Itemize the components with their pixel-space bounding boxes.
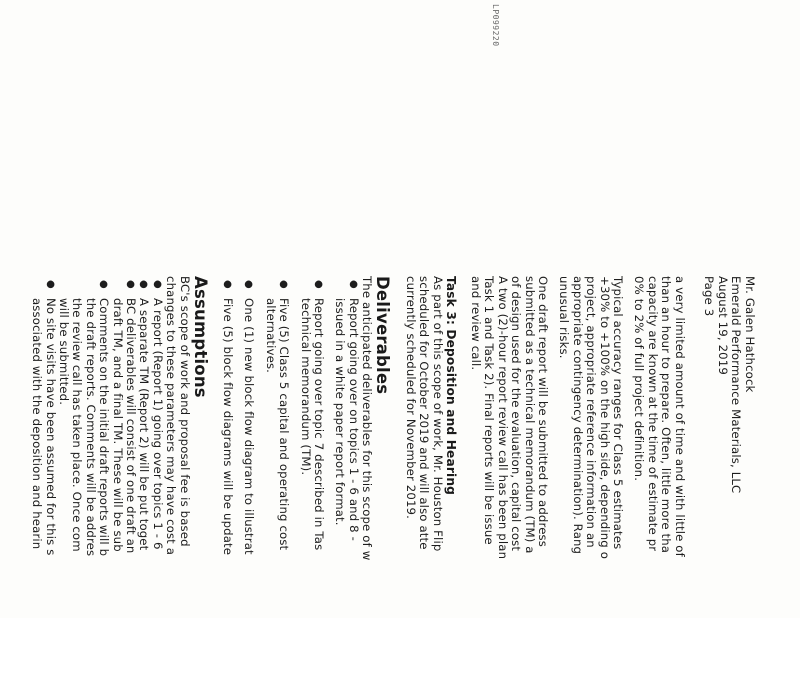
list-item-line: A report (Report 1) going over topics 1 - 6: [150, 298, 165, 550]
list-item: [298, 276, 325, 676]
paragraph-line: Typical accuracy ranges for Class 5 estimates: [611, 276, 625, 550]
bullet-icon: ●: [44, 280, 56, 289]
paragraph-line: appropriate contingency determination). Rang: [570, 276, 585, 555]
list-item-line: No site visits have been assumed for this s: [43, 298, 58, 556]
list-item-line: One (1) new block flow diagram to illustrat: [242, 298, 257, 555]
document-id-stamp: LP099220: [491, 4, 500, 47]
task3-heading: Task 3: Deposition and Hearing: [443, 276, 458, 496]
list-item-line: technical memorandum (TM).: [298, 298, 313, 476]
assumptions-list: [30, 276, 164, 676]
paragraph-line: +30% to +100% on the high side, depending o: [597, 276, 612, 560]
list-item-line: BC deliverables will consist of one draft an: [124, 298, 139, 554]
paragraph-line: currently scheduled for November 2019.: [403, 276, 418, 520]
paragraph-line: unusual risks.: [557, 276, 572, 359]
list-item-line: the draft reports. Comments will be addres: [83, 298, 98, 557]
paragraph-line: and review call.: [468, 276, 483, 371]
paragraph-line: BC's scope of work and proposal fee is based: [177, 276, 192, 547]
paragraph-line: capacity are known at the time of estimate pr: [645, 276, 660, 552]
assumptions-heading: Assumptions: [190, 276, 210, 398]
paragraph-line: project, appropriate reference information an: [584, 276, 599, 548]
letter-date: August 19, 2019: [715, 276, 730, 375]
bullet-icon: ●: [243, 280, 255, 289]
deliverables-list: [221, 276, 360, 676]
text-column: [30, 276, 756, 676]
bullet-icon: ●: [151, 280, 163, 289]
list-item: [150, 276, 163, 676]
list-item-line: Comments on the initial draft reports will b: [97, 298, 112, 557]
assumptions-intro: [164, 276, 191, 676]
list-item: [221, 276, 234, 676]
paragraph-line: A two (2)-hour report review call has been plan: [495, 276, 510, 560]
deliverables-heading: Deliverables: [373, 276, 393, 395]
task3-paragraph: [403, 276, 443, 676]
bullet-icon: ●: [347, 280, 359, 289]
paragraph-line: changes to these parameters may have cost a: [164, 276, 179, 556]
list-item-line: Five (5) block flow diagrams will be update: [221, 298, 236, 556]
deliverables-intro: The anticipated deliverables for this scope of w: [360, 276, 375, 561]
list-item: [242, 276, 255, 676]
bullet-icon: ●: [278, 280, 290, 289]
list-item-line: draft TM, and a final TM. These will be sub: [110, 298, 125, 552]
accuracy-paragraph: [557, 276, 624, 676]
list-item: [57, 276, 111, 676]
paragraph-line: As part of this scope of work, Mr. Houston Flip: [430, 276, 445, 552]
paragraph-line: One draft report will be submitted to address: [535, 276, 550, 548]
draft-report-paragraph: [469, 276, 549, 676]
paragraph-line: of design used for the evaluation, capital cost: [509, 276, 524, 552]
bullet-icon: ●: [138, 280, 150, 289]
paragraph-line: Task 1 and Task 2). Final reports will be issue: [482, 276, 497, 545]
list-item: [137, 276, 150, 676]
list-item-line: A separate TM (Report 2) will be put toget: [137, 298, 152, 551]
letter-header: [702, 276, 756, 676]
list-item: [263, 276, 290, 676]
bullet-icon: ●: [222, 280, 234, 289]
page-number: Page 3: [702, 276, 717, 317]
bullet-icon: ●: [98, 280, 110, 289]
list-item-line: associated with the deposition and hearin: [30, 298, 45, 550]
paragraph-line: a very limited amount of time and with little of: [672, 276, 687, 557]
bullet-icon: ●: [125, 280, 137, 289]
list-item-line: Report going over topic 7 described in Tas: [312, 298, 327, 551]
recipient-company: Emerald Performance Materials, LLC: [729, 276, 744, 494]
list-item-line: the review call has taken place. Once com: [70, 298, 85, 552]
paragraph-line: scheduled for October 2019 and will also atte: [417, 276, 432, 550]
list-item-line: will be submitted.: [57, 298, 71, 406]
list-item-line: issued in a white paper report format.: [333, 298, 348, 526]
list-item-line: Report going over on topics 1 - 6 and 8 -: [346, 298, 361, 541]
intro-paragraph: [632, 276, 686, 676]
list-item-line: Five (5) Class 5 capital and operating cost: [277, 298, 292, 551]
paragraph-line: than an hour to prepare. Often, little more tha: [659, 276, 674, 554]
list-item: [30, 276, 57, 676]
list-item: [333, 276, 360, 676]
paragraph-line: submitted as a technical memorandum (TM) a: [522, 276, 537, 554]
list-item-line: alternatives.: [263, 298, 278, 374]
list-item: [110, 276, 137, 676]
bullet-icon: ●: [313, 280, 325, 289]
paragraph-line: 0% to 2% of full project definition.: [632, 276, 647, 482]
recipient-name: Mr. Galen Hathcock: [743, 276, 757, 393]
